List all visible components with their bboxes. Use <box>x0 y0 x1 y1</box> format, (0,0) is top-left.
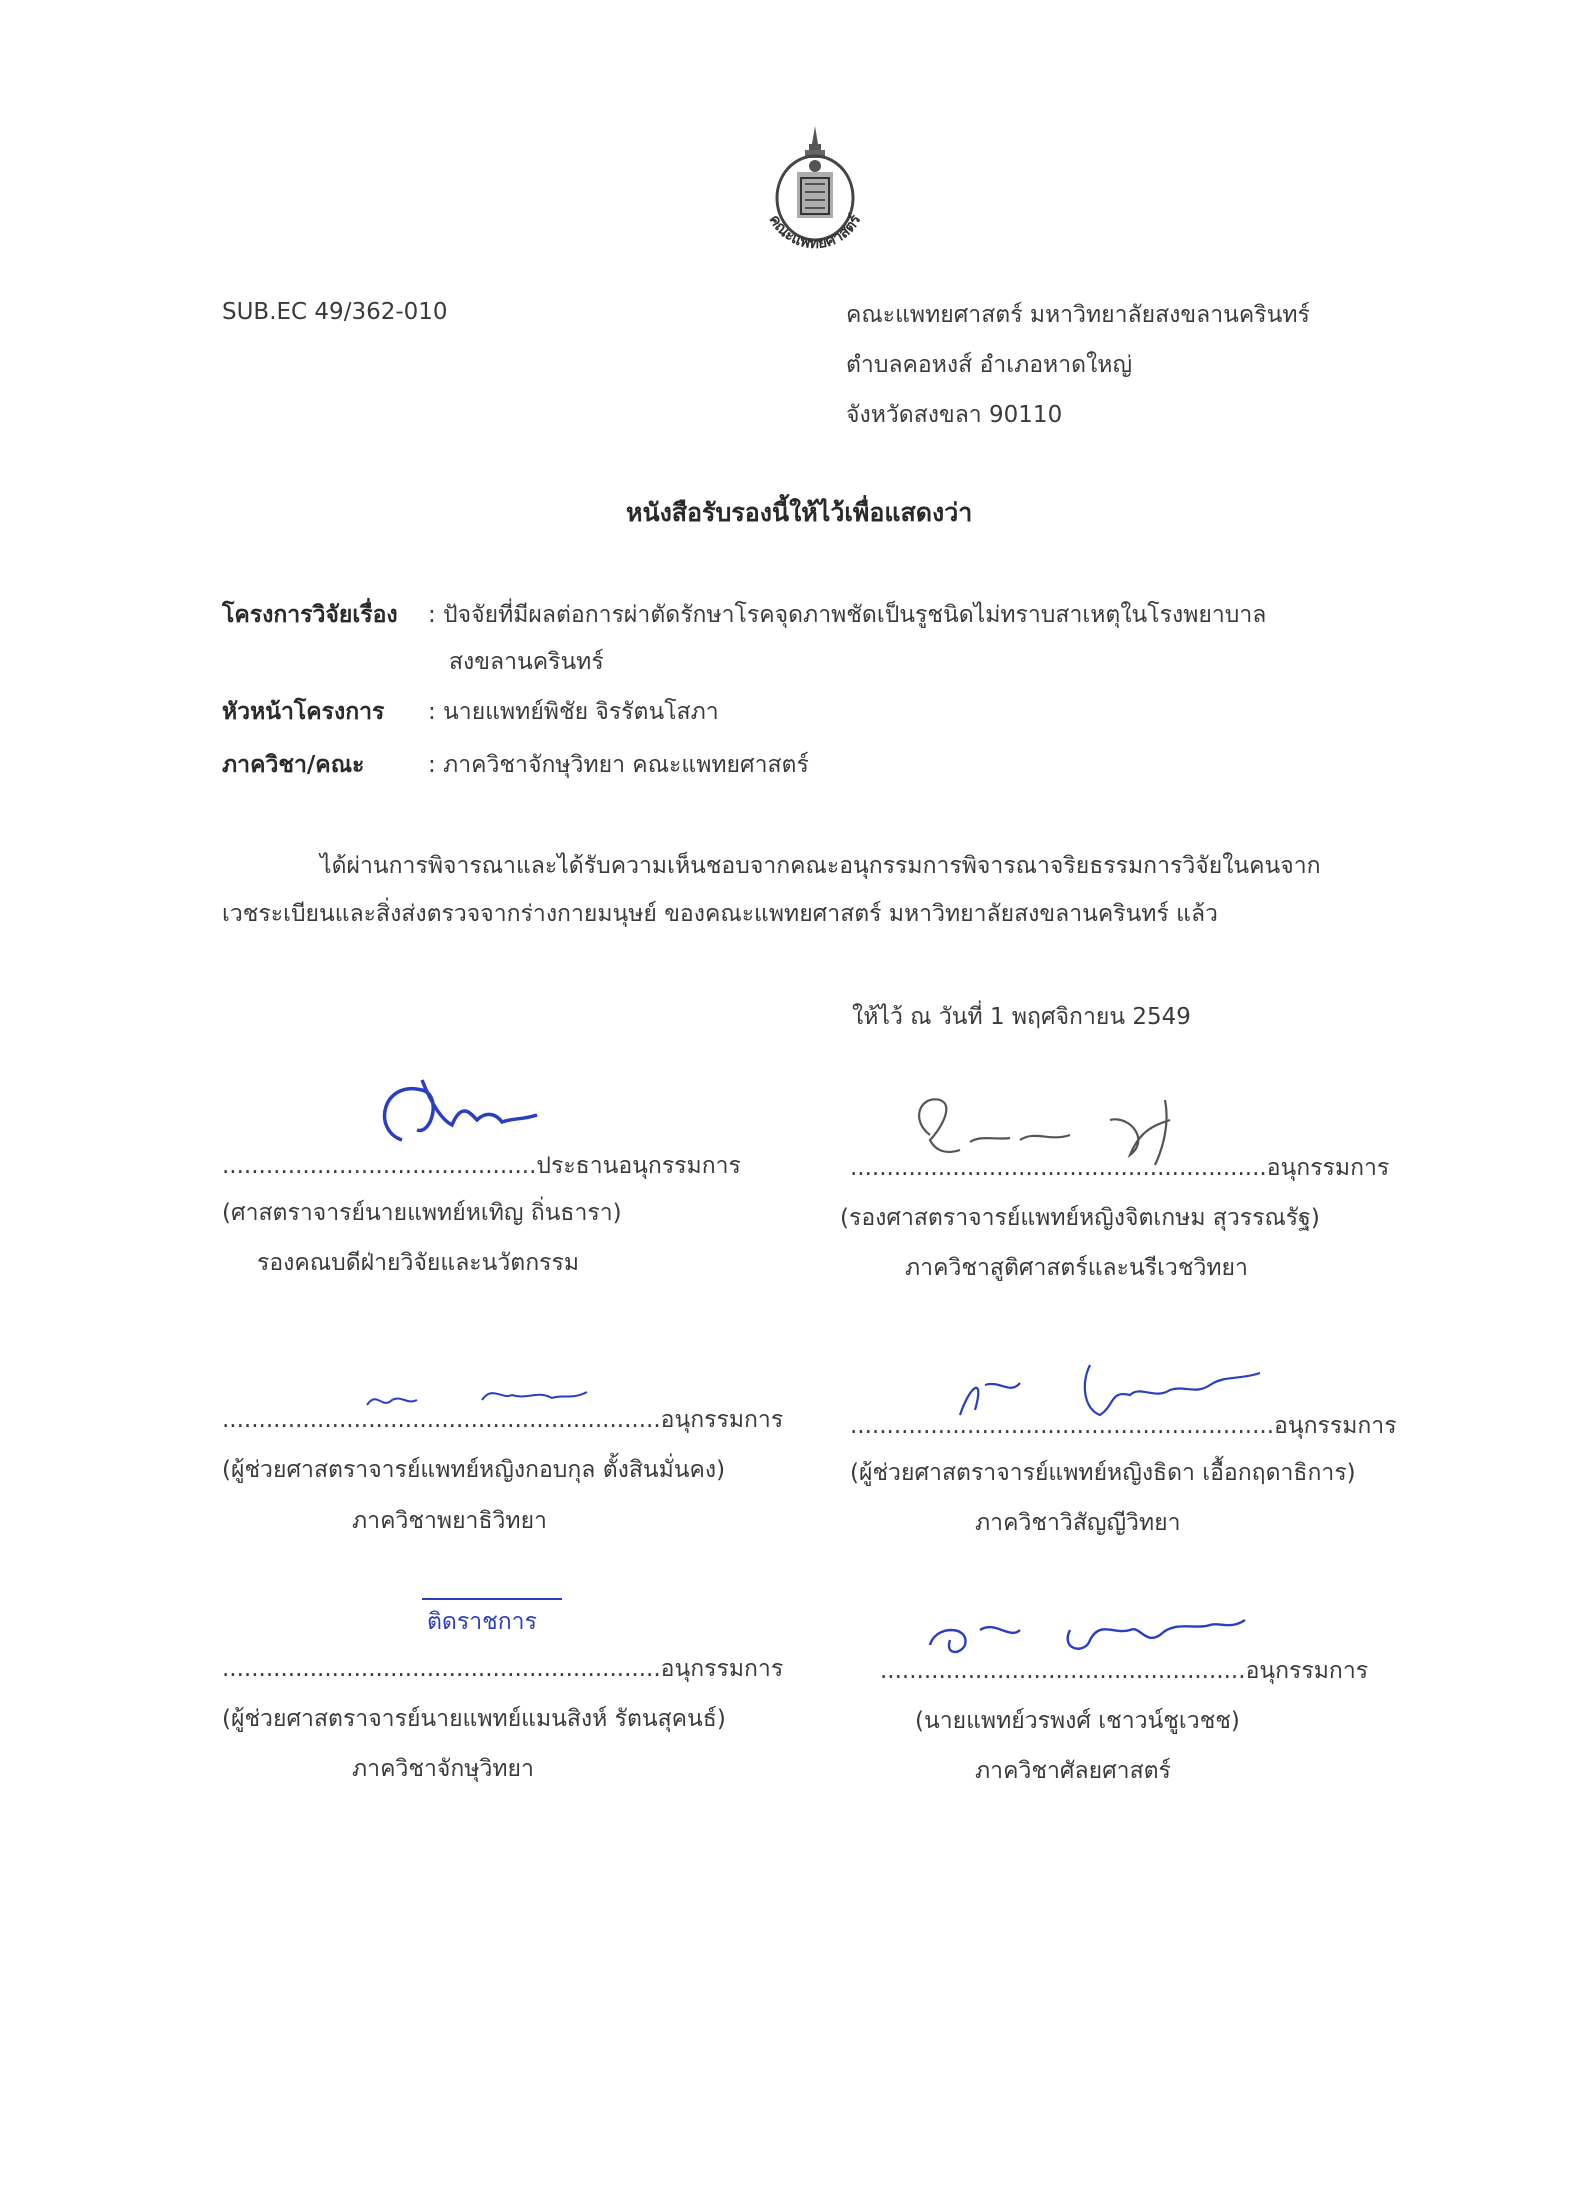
emblem-caption: คณะแพทยศาสตร์ <box>765 211 865 253</box>
signatory-role: อนุกรรมการ <box>1245 1658 1369 1684</box>
signatory-name: (ศาสตราจารย์นายแพทย์หเทิญ ถิ่นธารา) <box>222 1200 622 1226</box>
body-line-1: ได้ผ่านการพิจารณาและได้รับความเห็นชอบจากคณะอนุกรรมการพิจารณาจริยธรรมการวิจัยในคนจาก <box>320 853 1321 879</box>
dotted-line: .................................................. <box>880 1658 1246 1684</box>
signature-mark <box>362 1060 542 1150</box>
signature-block-member-4 <box>222 1598 842 1798</box>
address-line-3: จังหวัดสงขลา 90110 <box>846 402 1063 428</box>
dotted-line: .......................................................... <box>850 1413 1275 1439</box>
project-title-line-2: สงขลานครินทร์ <box>449 649 604 675</box>
dotted-line: ............................................................ <box>222 1656 661 1682</box>
issue-date: ให้ไว้ ณ วันที่ 1 พฤศจิกายน 2549 <box>852 1004 1191 1030</box>
signatory-dept: ภาควิชาวิสัญญีวิทยา <box>975 1510 1181 1536</box>
signatory-name: (รองศาสตราจารย์แพทย์หญิงจิตเกษม สุวรรณรัฐ) <box>840 1205 1320 1231</box>
project-head-value: : นายแพทย์พิชัย จิรรัตนโสภา <box>428 699 719 725</box>
signatory-name: (นายแพทย์วรพงศ์ เชาวน์ชูเวชช) <box>915 1708 1240 1734</box>
signatory-role: อนุกรรมการ <box>1266 1155 1390 1181</box>
department-value: : ภาควิชาจักษุวิทยา คณะแพทยศาสตร์ <box>428 752 809 778</box>
signatory-dept: ภาควิชาจักษุวิทยา <box>352 1756 534 1782</box>
signatory-role: อนุกรรมการ <box>660 1656 784 1682</box>
emblem-icon <box>745 120 885 280</box>
signature-block-member-3 <box>850 1345 1470 1565</box>
faculty-emblem <box>745 120 885 280</box>
address-line-2: ตำบลคอหงส์ อำเภอหาดใหญ่ <box>846 352 1133 378</box>
dotted-line: ............................................................ <box>222 1407 661 1433</box>
signatory-dept: ภาควิชาพยาธิวิทยา <box>352 1508 547 1534</box>
signature-block-member-5 <box>880 1600 1500 1800</box>
dotted-line: ......................................................... <box>850 1155 1267 1181</box>
project-label: โครงการวิจัยเรื่อง <box>222 602 398 628</box>
reference-number: SUB.EC 49/362-010 <box>222 299 448 325</box>
signatory-role: ประธานอนุกรรมการ <box>536 1153 741 1179</box>
project-head-label: หัวหน้าโครงการ <box>222 699 385 725</box>
signatory-name: (ผู้ช่วยศาสตราจารย์นายแพทย์แมนสิงห์ รัตนสุคนธ์) <box>222 1706 726 1732</box>
signature-block-member-1 <box>840 1080 1460 1300</box>
signatory-name: (ผู้ช่วยศาสตราจารย์แพทย์หญิงกอบกุล ตั้งสินมั่นคง) <box>222 1457 726 1483</box>
stamp-underline <box>422 1598 562 1600</box>
signature-block-member-2 <box>222 1360 842 1560</box>
project-title-line-1: : ปัจจัยที่มีผลต่อการผ่าตัดรักษาโรคจุดภาพชัดเป็นรูชนิดไม่ทราบสาเหตุในโรงพยาบาล <box>428 602 1267 628</box>
signature-block-chair <box>222 1060 842 1280</box>
signatory-name: (ผู้ช่วยศาสตราจารย์แพทย์หญิงธิดา เอื้อกฤดาธิการ) <box>850 1460 1356 1486</box>
away-stamp: ติดราชการ <box>427 1609 537 1635</box>
signatory-dept: รองคณบดีฝ่ายวิจัยและนวัตกรรม <box>257 1250 580 1276</box>
body-line-2: เวชระเบียนและสิ่งส่งตรวจจากร่างกายมนุษย์ ของคณะแพทยศาสตร์ มหาวิทยาลัยสงขลานครินทร์ แล้ว <box>222 901 1218 927</box>
dotted-line: ........................................... <box>222 1153 537 1179</box>
signatory-dept: ภาควิชาสูติศาสตร์และนรีเวชวิทยา <box>905 1255 1248 1281</box>
signatory-role: อนุกรรมการ <box>660 1407 784 1433</box>
department-label: ภาควิชา/คณะ <box>222 752 365 778</box>
signatory-dept: ภาควิชาศัลยศาสตร์ <box>975 1758 1171 1784</box>
signatory-role: อนุกรรมการ <box>1274 1413 1397 1439</box>
certificate-heading: หนังสือรับรองนี้ให้ไว้เพื่อแสดงว่า <box>626 498 973 527</box>
address-line-1: คณะแพทยศาสตร์ มหาวิทยาลัยสงขลานครินทร์ <box>846 302 1310 328</box>
